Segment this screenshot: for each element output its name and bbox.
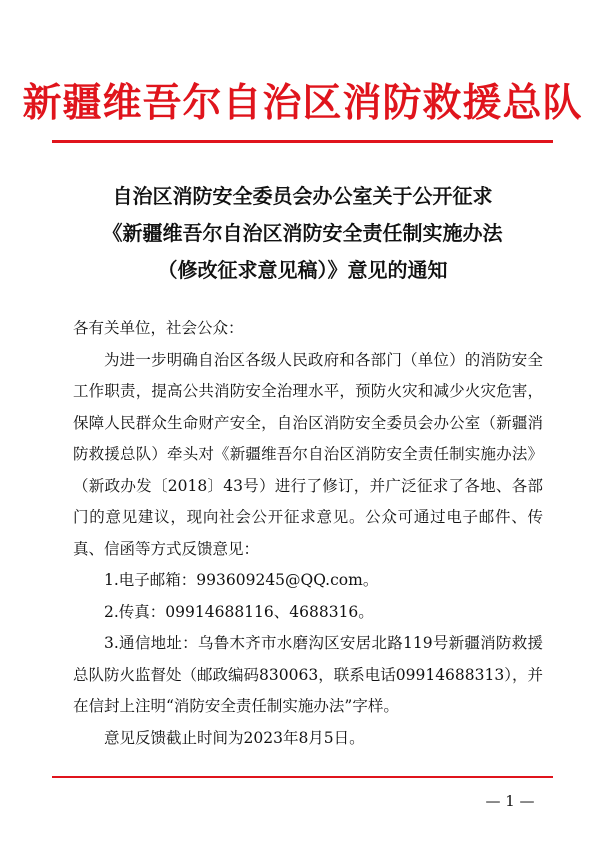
email-item: 1.电子邮箱：993609245@QQ.com。	[104, 571, 379, 589]
document-title	[60, 178, 545, 289]
fax-item: 2.传真：09914688116、4688316。	[104, 602, 374, 621]
salutation: 各有关单位，社会公众：	[73, 319, 244, 337]
title-line-3: （修改征求意见稿）》意见的通知	[157, 258, 448, 282]
deadline-text: 意见反馈截止时间为2023年8月5日。	[104, 728, 365, 747]
address-item: 3.通信地址：乌鲁木齐市水磨沟区安居北路119号新疆消防救援总队防火监督处（邮政编码830063，联系电话09914688313），并在信封上注明“消防安全责任制实施办法”字样。	[73, 634, 543, 715]
title-line-2: 《新疆维吾尔自治区消防安全责任制实施办法	[102, 221, 503, 245]
document-body	[73, 313, 543, 754]
footer-divider	[52, 776, 553, 778]
page-number: — 1 —	[485, 792, 535, 810]
title-line-1: 自治区消防安全委员会办公室关于公开征求	[112, 184, 493, 208]
organization-header: 新疆维吾尔自治区消防救援总队	[22, 80, 583, 126]
header-divider	[52, 140, 553, 143]
main-paragraph: 为进一步明确自治区各级人民政府和各部门（单位）的消防安全工作职责，提高公共消防安全治理水平，预防火灾和减少火灾危害，保障人民群众生命财产安全，自治区消防安全委员会办公室（新疆消防救援总队）牵头对《新疆维吾尔自治区消防安全责任制实施办法》（新政办发〔2018〕43号）进行了修订，并广泛征求了各地、各部门的意见建议，现向社会公开征求意见。公众可通过电子邮件、传真、信函等方式反馈意见：	[73, 350, 543, 558]
